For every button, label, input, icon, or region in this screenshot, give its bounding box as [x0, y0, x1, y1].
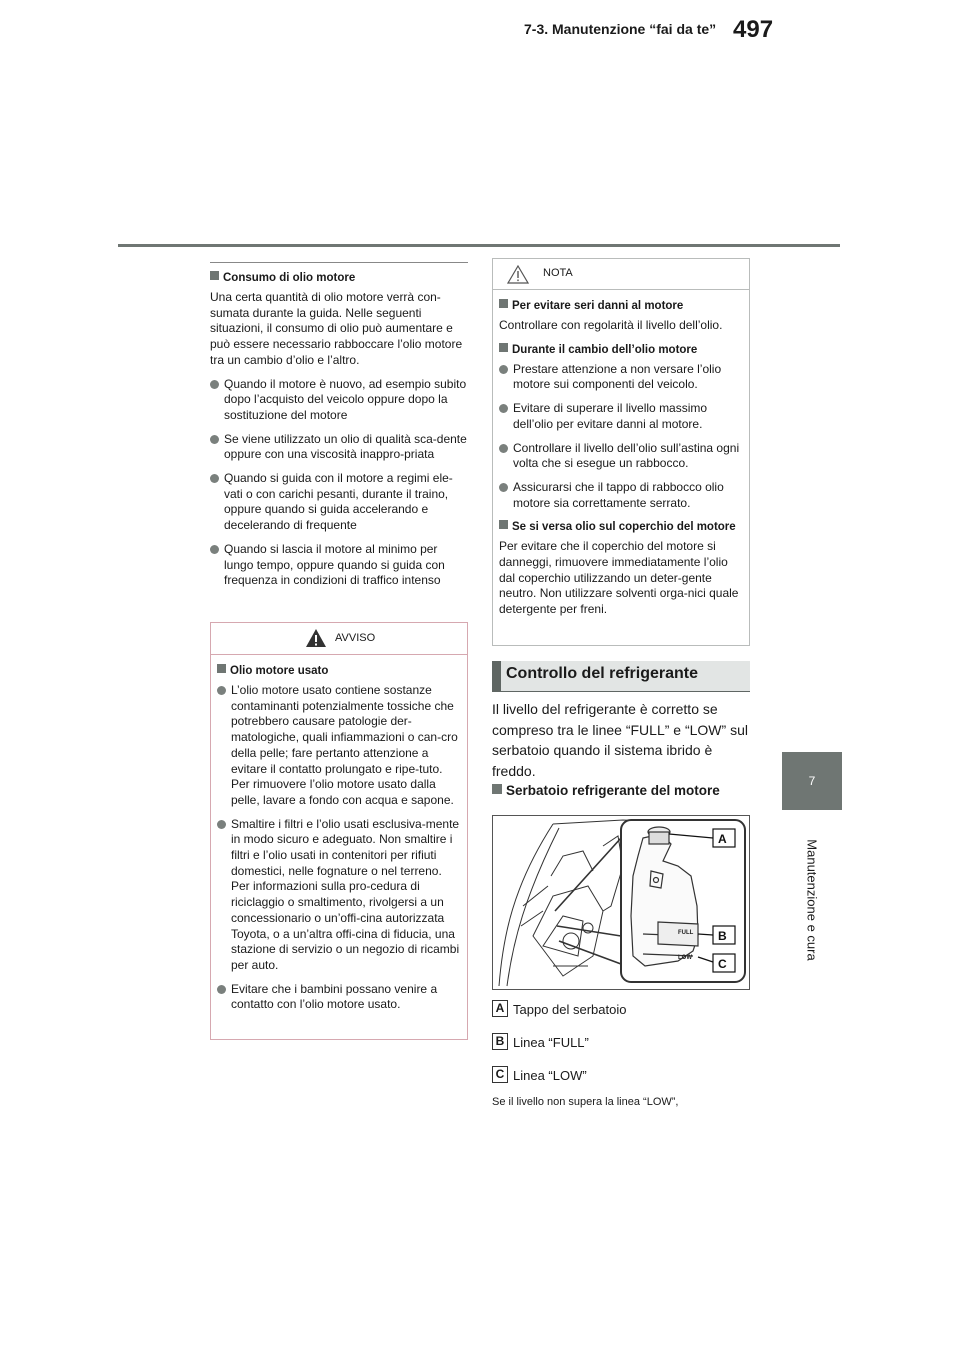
continuation-text: Se il livello non supera la linea “LOW”, — [492, 1096, 679, 1108]
callout-c: C — [718, 957, 727, 971]
warning-triangle-icon — [305, 628, 327, 648]
list-item: Quando il motore è nuovo, ad esempio subito dopo l’acquisto del veicolo oppure dopo la sostituzione del motore — [210, 377, 468, 424]
section-header: 7-3. Manutenzione “fai da te” — [524, 21, 717, 37]
square-bullet-icon — [499, 299, 508, 308]
note-heading: Se si versa olio sul coperchio del motore — [499, 519, 743, 535]
list-item: Evitare di superare il livello massimo dell’olio per evitare danni al motore. — [499, 401, 743, 432]
warning-header — [211, 623, 467, 655]
header-rule — [118, 244, 840, 247]
round-bullet-icon — [499, 404, 508, 413]
coolant-paragraph: Il livello del refrigerante è corretto se compreso tra le linee “FULL” e “LOW” sul serbatoio quando il sistema ibrido è freddo. — [492, 701, 748, 779]
intro-paragraph: Una certa quantità di olio motore verrà con-sumata durante la guida. Nelle seguenti situazioni, il consumo di olio può aumentare e può essere necessario rabboccare l’olio motore tra un cambio d’olio e l’altro. — [210, 290, 463, 367]
caution-triangle-icon — [507, 265, 529, 284]
round-bullet-icon — [217, 820, 226, 829]
legend-item — [492, 1033, 750, 1055]
coolant-subheading: Serbatoio refrigerante del motore — [492, 783, 750, 798]
warning-box — [210, 622, 468, 1040]
round-bullet-icon — [210, 380, 219, 389]
legend-item — [492, 1000, 750, 1022]
list-item: L’olio motore usato contiene sostanze contaminanti potenzialmente tossiche che potrebbero causare patologie der-matologiche, quali infiammazioni o can-cro della pelle; fare pertanto attenzione a evitare il contatto prolungato e ripe-tuto. Per rimuovere l’olio motore usato dalla pelle, lavare a fondo con acqua e sapone. — [217, 683, 461, 809]
note-paragraph: Per evitare che il coperchio del motore si danneggi, rimuovere immediatamente l’olio dal coperchio utilizzando un deter-gente neutro. Non utilizzare solventi orga-nici quale detergente per freni. — [499, 539, 739, 617]
list-item: Controllare il livello dell’olio sull’astina ogni volta che si esegue un rabbocco. — [499, 441, 743, 472]
coolant-section-title: Controllo del refrigerante — [492, 661, 750, 691]
low-line-mark: LOW — [678, 955, 692, 961]
list-item: Smaltire i filtri e l’olio usati esclusiva-mente in modo sicuro e adeguato. Non smaltire i filtri e l’olio usati in contenitori per rifiuti domestici, nelle fognature o nel terreno. Per informazioni sulla pro-cedura di riciclaggio o smaltimento, rivolgersi a un concessionario o un’offi-cina autorizzata Toyota, o a un’altra offi-cina di fiducia, una stazione di servizio o un negozio di ricambi per auto. — [217, 817, 461, 974]
note-header — [493, 259, 749, 290]
legend-text: Linea “LOW” — [513, 1068, 587, 1083]
oil-consumption-section — [210, 262, 468, 597]
square-bullet-icon — [492, 784, 502, 794]
list-item: Quando si guida con il motore a regimi ele-vati o con carichi pesanti, durante il traino, oppure quando si guida accelerando e decelerando di frequente — [210, 471, 468, 534]
legend-text: Linea “FULL” — [513, 1035, 589, 1050]
note-heading: Durante il cambio dell’olio motore — [499, 342, 743, 358]
note-title: NOTA — [543, 267, 573, 279]
callout-a: A — [718, 832, 727, 846]
page-number: 497 — [733, 16, 774, 43]
legend-letter: B — [492, 1033, 508, 1050]
chapter-tab: 7 — [782, 752, 842, 810]
round-bullet-icon — [499, 444, 508, 453]
list-item: Quando si lascia il motore al minimo per lungo tempo, oppure quando si guida con frequenza in condizioni di traffico intenso — [210, 542, 468, 589]
round-bullet-icon — [217, 686, 226, 695]
legend-letter: C — [492, 1066, 508, 1083]
legend-text: Tappo del serbatoio — [513, 1002, 627, 1017]
note-box — [492, 258, 750, 646]
engine-bay-drawing — [493, 816, 749, 989]
section-heading: Consumo di olio motore — [210, 270, 468, 286]
round-bullet-icon — [217, 985, 226, 994]
callout-b: B — [718, 929, 727, 943]
note-paragraph: Controllare con regolarità il livello dell’olio. — [499, 318, 723, 332]
round-bullet-icon — [210, 474, 219, 483]
round-bullet-icon — [210, 435, 219, 444]
list-item: Se viene utilizzato un olio di qualità sca-dente oppure con una viscosità inappro-priata — [210, 432, 468, 463]
round-bullet-icon — [499, 365, 508, 374]
full-line-mark: FULL — [678, 930, 694, 936]
round-bullet-icon — [499, 483, 508, 492]
coolant-reservoir-illustration — [492, 815, 750, 990]
section-rule — [210, 262, 468, 263]
list-item: Assicurarsi che il tappo di rabbocco olio motore sia correttamente serrato. — [499, 480, 743, 511]
chapter-title: Manutenzione e cura — [804, 839, 820, 961]
list-item: Prestare attenzione a non versare l’olio motore sui componenti del veicolo. — [499, 362, 743, 393]
section-rule — [492, 691, 750, 692]
round-bullet-icon — [210, 545, 219, 554]
warning-heading: Olio motore usato — [217, 663, 461, 679]
square-bullet-icon — [499, 520, 508, 529]
square-bullet-icon — [217, 664, 226, 673]
square-bullet-icon — [210, 271, 219, 280]
note-heading: Per evitare seri danni al motore — [499, 298, 743, 314]
legend-letter: A — [492, 1000, 508, 1017]
list-item: Evitare che i bambini possano venire a contatto con l’olio motore usato. — [217, 982, 461, 1013]
legend-item — [492, 1066, 750, 1088]
square-bullet-icon — [499, 343, 508, 352]
warning-title: AVVISO — [335, 632, 376, 644]
